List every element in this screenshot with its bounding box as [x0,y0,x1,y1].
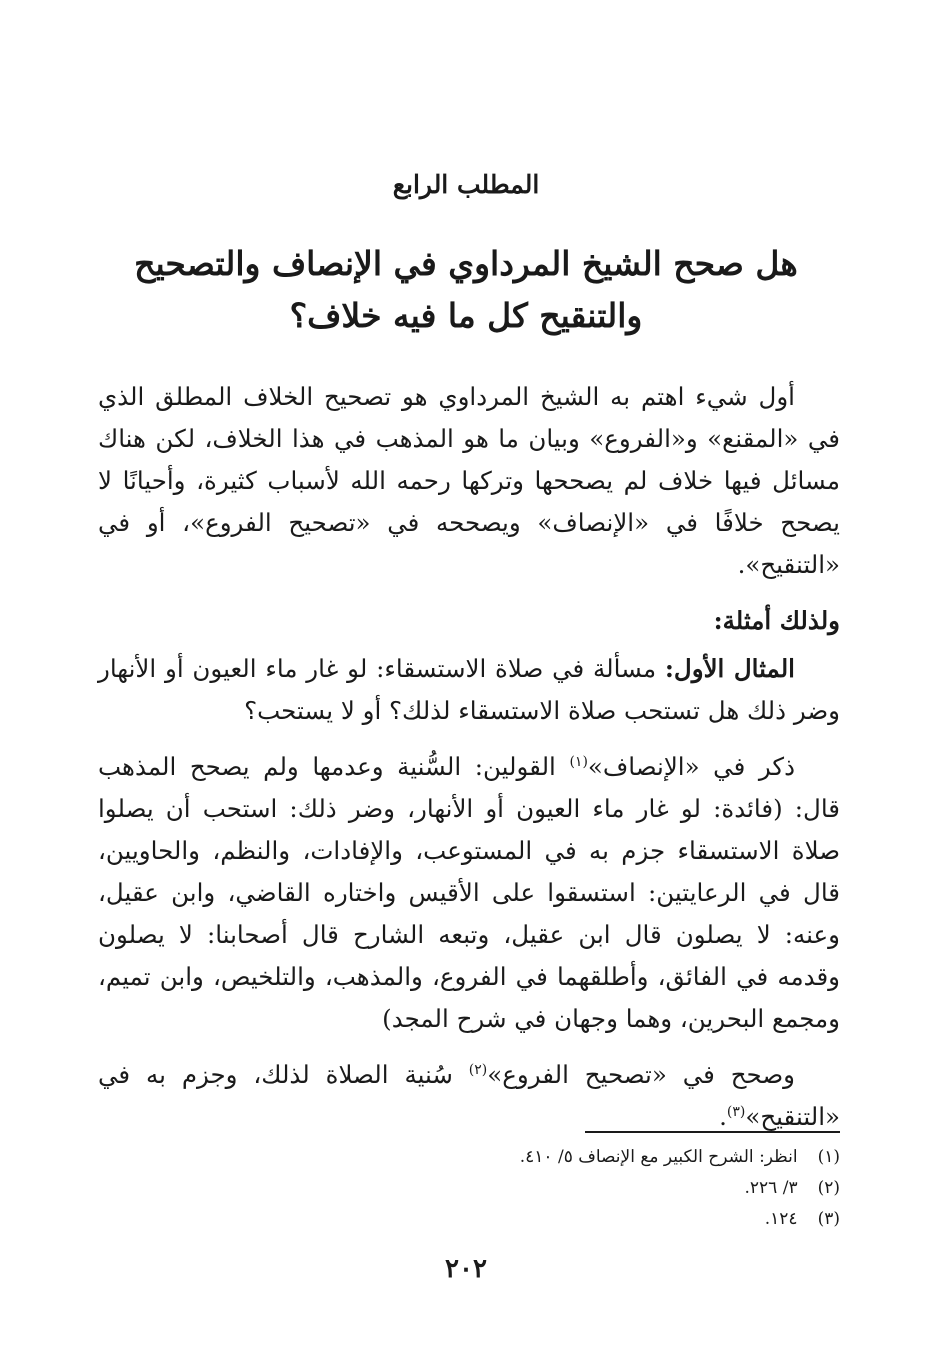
footnote-item [340,1204,840,1235]
section-label: المطلب الرابع [392,170,540,199]
footnote-number: (٣) [817,1209,840,1229]
paragraph-insaf-quote [98,746,840,1040]
footnote-ref-3: (٣) [726,1103,746,1120]
para3-start: ذكر في «الإنصاف» [587,752,795,781]
para3-rest: القولين: السُّنية وعدمها ولم يصحح المذهب قال: (فائدة: لو غار ماء العيون أو الأنهار، وضر ذلك: استحب أن يصلوا صلاة الاستسقاء جزم به في المستوعب، والإفادات، والنظم، والحاويين، قال في الرعايتين: استسقوا على الأقيس واختاره القاضي، وابن عقيل، وعنه: لا يصلون قال ابن عقيل، وتبعه الشارح قال أصحابنا: لا يصلون وقدمه في الفائق، وأطلقهما في الفروع، والمذهب، والتلخيص، وابن تميم، ومجمع البحرين، وهما وجهان في شرح المجد) [98,752,840,1033]
footnote-text: انظر: الشرح الكبير مع الإنصاف ٥/ ٤١٠. [519,1147,798,1167]
para4-mid: سُنية الصلاة لذلك، وجزم به في «التنقيح» [98,1060,840,1131]
para4-end: . [719,1102,727,1131]
footnote-text: ١٢٤. [764,1209,798,1229]
example-1-text: مسألة في صلاة الاستسقاء: لو غار ماء العيون أو الأنهار وضر ذلك هل تستحب صلاة الاستسقاء لذلك؟ أو لا يستحب؟ [98,654,840,725]
footnote-item [340,1173,840,1204]
paragraph-tashih [98,1054,840,1138]
footnote-ref-1: (١) [569,753,588,770]
paragraph-example-1 [98,648,840,732]
body-text [98,376,840,1152]
page-number: ٢٠٢ [445,1254,487,1284]
paragraph-intro: أول شيء اهتم به الشيخ المرداوي هو تصحيح الخلاف المطلق الذي في «المقنع» و«الفروع» وبيان ما هو المذهب في هذا الخلاف، لكن هناك مسائل فيها خلاف لم يصححها وتركها رحمه الله لأسباب كثيرة، وأحيانًا لا يصحح خلافًا في «الإنصاف» ويصححه في «تصحيح الفروع»، أو في «التنقيح». [98,382,840,579]
footnote-number: (٢) [817,1178,840,1198]
footnote-text: ٣/ ٢٢٦. [744,1178,798,1198]
footnote-ref-2: (٢) [468,1061,488,1078]
para4-start: وصحح في «تصحيح الفروع» [487,1060,795,1089]
chapter-title: هل صحح الشيخ المرداوي في الإنصاف والتصحيح والتنقيح كل ما فيه خلاف؟ [134,244,798,335]
footnote-divider [585,1131,840,1133]
example-1-label: المثال الأول: [664,654,795,683]
examples-heading: ولذلك أمثلة: [713,606,840,635]
footnote-number: (١) [817,1147,840,1167]
footnotes [340,1142,840,1235]
footnote-item [340,1142,840,1173]
